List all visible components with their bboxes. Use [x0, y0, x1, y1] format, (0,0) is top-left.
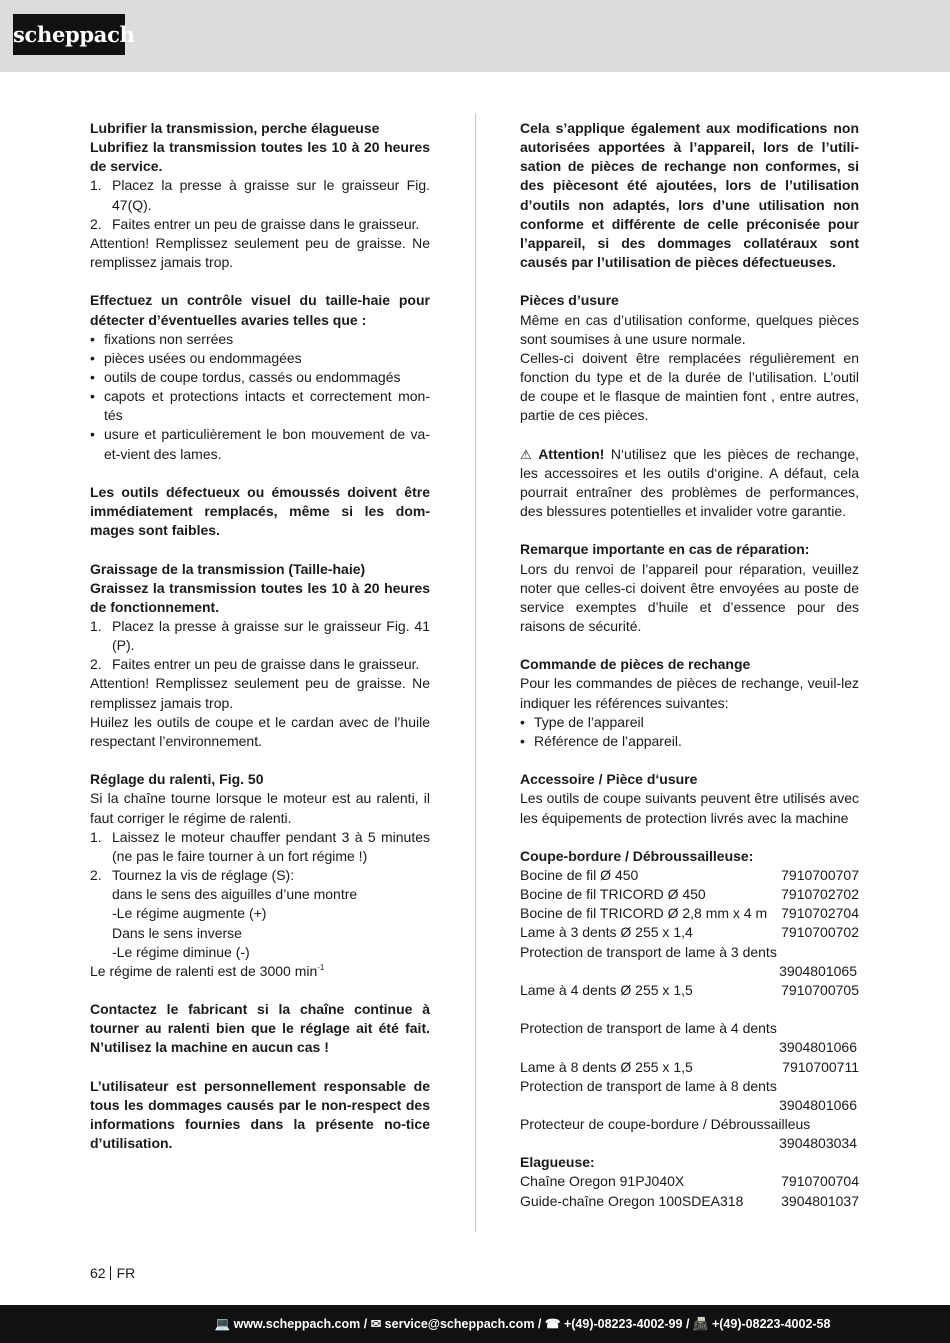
paragraph: Celles-ci doivent être remplacées régulièrement en fonction du type et de la durée de l’utilisation. L’outil de coupe et le flasque de maintien font , entre autres, partie de ces pièces.	[520, 349, 859, 424]
part-code: 3904801066	[779, 1096, 857, 1113]
left-column	[90, 119, 430, 1153]
bullet: •	[90, 426, 95, 443]
exponent: -1	[317, 962, 325, 972]
section-subheading: Lubrifiez la transmission toutes les 10 à 20 heures de service.	[90, 139, 430, 175]
part-code: 7910700702	[781, 924, 859, 941]
part-code: 3904803034	[779, 1135, 857, 1152]
idle-speed-text: Le régime de ralenti est de 3000 min	[90, 962, 318, 979]
item-text: Laissez le moteur chauffer pendant 3 à 5 minutes (ne pas le faire tourner à un fort régime !)	[112, 828, 430, 864]
part-code: 7910700705	[781, 981, 859, 998]
item-text: outils de coupe tordus, cassés ou endommagés	[104, 369, 401, 386]
computer-icon: 💻	[214, 1317, 231, 1331]
fax-icon: 📠	[692, 1317, 709, 1331]
section-heading: Accessoire / Pièce d‘usure	[520, 771, 698, 788]
bullet: •	[520, 713, 525, 730]
part-code: 3904801065	[779, 962, 857, 979]
item-number: 2.	[90, 656, 102, 673]
item-number: 1.	[90, 618, 102, 635]
footer-band	[0, 1305, 950, 1343]
part-name: Bocine de fil Ø 450	[520, 867, 639, 883]
bullet: •	[90, 349, 95, 366]
column-divider	[475, 114, 476, 1232]
paragraph: Même en cas d’utilisation conforme, quelques pièces sont soumises à une usure normale.	[520, 311, 859, 347]
right-column	[520, 119, 859, 1211]
sub-line: dans le sens des aiguilles d’une montre	[112, 886, 358, 903]
numbered-item	[90, 617, 430, 655]
part-name: Lame à 8 dents Ø 255 x 1,5	[520, 1058, 693, 1075]
bullet: •	[520, 732, 525, 749]
part-name: Protection de transport de lame à 3 dents	[520, 943, 777, 960]
paragraph: Lors du renvoi de l’appareil pour réparation, veuillez noter que celles-ci doivent être envoyées au poste de service exemptes d’huile et d’essence pour des raisons de sécurité.	[520, 560, 859, 635]
attention-text: N‘utilisez que les pièces de rechange, les accessoires et les outils d‘origine. A défaut, cela pourrait entraîner des problèmes de performances, des blessures potentielles et invalider votre garantie.	[520, 445, 860, 520]
section-heading: Graissage de la transmission (Taille-haie)	[90, 560, 366, 577]
part-name: Bocine de fil TRICORD Ø 2,8 mm x 4 m	[520, 905, 768, 922]
separator: /	[685, 1317, 690, 1331]
section-heading: Elagueuse:	[520, 1154, 595, 1171]
paragraph: Attention! Remplissez seulement peu de graisse. Ne remplissez jamais trop.	[90, 675, 430, 711]
separator: /	[363, 1317, 368, 1331]
numbered-item	[90, 215, 430, 234]
section-heading: Effectuez un contrôle visuel du taille-haie pour détecter d’éventuelles avaries telles que :	[90, 292, 430, 328]
page-number-value: 62	[90, 1265, 106, 1281]
idle-speed-line	[90, 962, 430, 981]
section-subheading: Graissez la transmission toutes les 10 à 20 heures de fonctionnement.	[90, 579, 430, 615]
part-row	[520, 1058, 859, 1077]
item-text: Faites entrer un peu de graisse dans le graisseur.	[112, 656, 420, 673]
item-text: Référence de l’appareil.	[534, 732, 682, 749]
separator: /	[537, 1317, 542, 1331]
item-number: 2.	[90, 867, 102, 884]
sub-line: -Le régime diminue (-)	[112, 943, 250, 960]
page-number	[90, 1265, 135, 1281]
paragraph: Attention! Remplissez seulement peu de graisse. Ne remplissez jamais trop.	[90, 234, 430, 271]
phone-number: +(49)-08223-4002-99	[563, 1317, 683, 1331]
item-text: Type de l’appareil	[534, 713, 644, 730]
part-name: Guide-chaîne Oregon 100SDEA318	[520, 1192, 744, 1209]
part-name: Protection de transport de lame à 8 dents	[520, 1077, 777, 1094]
bullet: •	[90, 330, 95, 347]
page-language: FR	[116, 1265, 136, 1281]
part-name: Bocine de fil TRICORD Ø 450	[520, 886, 706, 903]
email-link[interactable]: service@scheppach.com	[384, 1317, 535, 1331]
header-band	[0, 0, 950, 72]
item-text: pièces usées ou endommagées	[104, 349, 302, 366]
bullet: •	[90, 388, 95, 405]
item-text: Faites entrer un peu de graisse dans le graisseur.	[112, 215, 420, 232]
bullet-item	[90, 425, 430, 463]
warning-paragraph: Cela s’applique également aux modifications non autorisées apportées à l’appareil, lors de l’utili-sation de pièces de rechange non conformes, si des piècesont été ajoutées, lors de l’utilisation d’outils non adaptés, lors d’une utilisation non conforme et différente de celle préconisée pour l’appareil, si des dommages collatéraux sont causés par l’utilisation de pièces défectueuses.	[520, 120, 859, 271]
part-code: 7910700704	[781, 1173, 859, 1190]
item-text: usure et particulièrement le bon mouvement de va-et-vient des lames.	[104, 426, 430, 462]
part-name: Protecteur de coupe-bordure / Débroussailleus	[520, 1116, 811, 1133]
section-heading: Pièces d’usure	[520, 292, 619, 309]
part-name: Lame à 3 dents Ø 255 x 1,4	[520, 924, 693, 941]
warning-paragraph: Contactez le fabricant si la chaîne continue à tourner au ralenti bien que le réglage ait été fait. N’utilisez la machine en aucun cas !	[90, 1001, 430, 1056]
item-number: 1.	[90, 828, 102, 845]
scheppach-logo: scheppach	[13, 14, 125, 55]
part-code: 7910702704	[781, 905, 859, 922]
item-text: Placez la presse à graisse sur le graisseur Fig. 41 (P).	[112, 618, 430, 654]
part-row	[520, 904, 859, 923]
attention-label: Attention!	[538, 445, 605, 462]
bullet: •	[90, 369, 95, 386]
fax-number: +(49)-08223-4002-58	[711, 1317, 831, 1331]
bullet-item	[90, 330, 430, 349]
bullet-item	[520, 732, 859, 751]
part-name: Chaîne Oregon 91PJ040X	[520, 1173, 685, 1190]
warning-triangle-icon: ⚠	[520, 446, 532, 462]
numbered-item	[90, 828, 430, 866]
bullet-item	[90, 387, 430, 425]
part-code: 7910700711	[782, 1058, 859, 1075]
part-name: Lame à 4 dents Ø 255 x 1,5	[520, 981, 693, 998]
part-row	[520, 866, 859, 885]
section-heading: Réglage du ralenti, Fig. 50	[90, 771, 264, 788]
website-link[interactable]: www.scheppach.com	[233, 1317, 361, 1331]
section-heading: Lubrifier la transmission, perche élagueuse	[90, 120, 380, 136]
paragraph: Les outils de coupe suivants peuvent être utilisés avec les équipements de protection livrés avec la machine	[520, 790, 859, 826]
part-code: 3904801066	[779, 1039, 857, 1056]
paragraph: Pour les commandes de pièces de rechange, veuil-lez indiquer les références suivantes:	[520, 675, 859, 711]
part-row	[520, 981, 859, 1000]
section-heading: Commande de pièces de rechange	[520, 656, 751, 673]
warning-paragraph: L’utilisateur est personnellement responsable de tous les dommages causés par le non-respect des informations fournies dans la présente no-tice d’utilisation.	[90, 1077, 430, 1152]
part-code: 7910702702	[781, 886, 859, 903]
section-heading: Remarque importante en cas de réparation:	[520, 541, 810, 558]
mail-icon: ✉	[370, 1317, 382, 1331]
warning-paragraph: Les outils défectueux ou émoussés doivent être immédiatement remplacés, même si les dom-mages sont faibles.	[90, 483, 430, 539]
paragraph: Huilez les outils de coupe et le cardan avec de l’huile respectant l’environnement.	[90, 713, 430, 749]
part-name: Protection de transport de lame à 4 dents	[520, 1020, 777, 1037]
bullet-item	[90, 368, 430, 387]
phone-icon: ☎	[544, 1317, 561, 1331]
part-row	[520, 885, 859, 904]
item-text: Placez la presse à graisse sur le graisseur Fig. 47(Q).	[112, 177, 430, 213]
part-code: 7910700707	[781, 867, 859, 883]
part-row	[520, 1172, 859, 1191]
sub-line: -Le régime augmente (+)	[112, 905, 267, 922]
item-number: 2.	[90, 215, 102, 232]
item-text: fixations non serrées	[104, 330, 234, 347]
item-text: capots et protections intacts et correctement mon-tés	[104, 388, 430, 424]
part-row	[520, 923, 859, 942]
page-separator	[110, 1266, 111, 1280]
part-code: 3904801037	[781, 1192, 859, 1209]
item-number: 1.	[90, 177, 102, 194]
item-text: Tournez la vis de réglage (S):	[112, 867, 295, 884]
bullet-item	[520, 713, 859, 732]
numbered-item	[90, 176, 430, 214]
bullet-item	[90, 349, 430, 368]
sub-line: Dans le sens inverse	[112, 924, 242, 941]
paragraph: Si la chaîne tourne lorsque le moteur est au ralenti, il faut corriger le régime de ralenti.	[90, 790, 430, 826]
part-row	[520, 1192, 859, 1211]
numbered-item	[90, 655, 430, 674]
numbered-item	[90, 866, 430, 885]
attention-paragraph	[520, 445, 859, 522]
section-heading: Coupe-bordure / Débroussailleuse:	[520, 847, 754, 864]
